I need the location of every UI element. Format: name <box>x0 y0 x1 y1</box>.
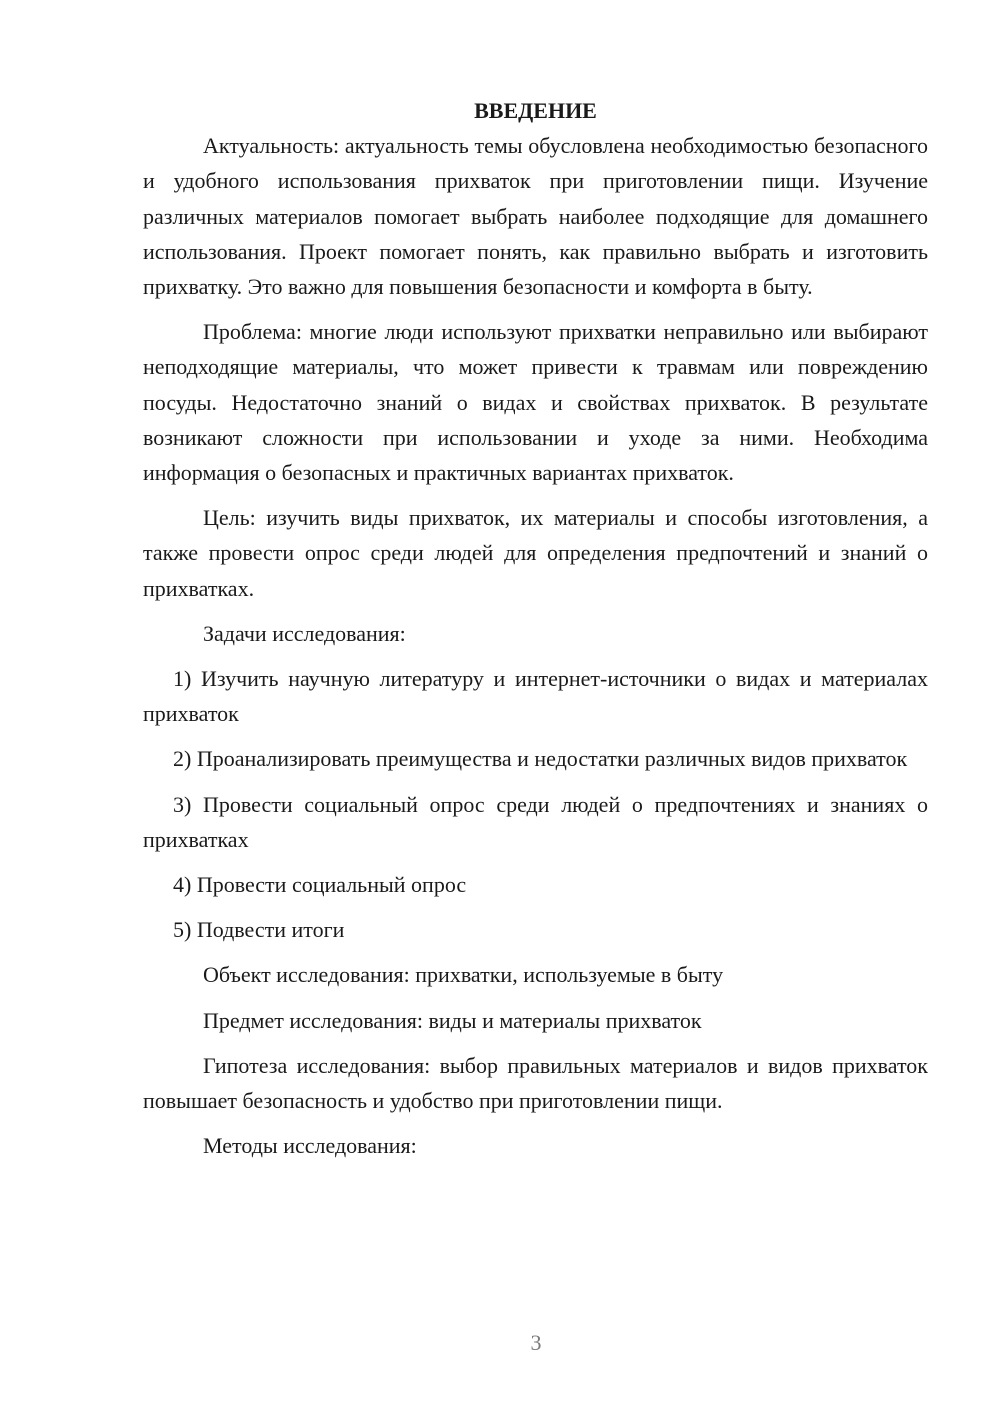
task-item-2: 2) Проанализировать преимущества и недостатки различных видов прихваток <box>173 746 908 772</box>
paragraph-object: Объект исследования: прихватки, используемые в быту <box>203 962 724 988</box>
paragraph-problem: Проблема: многие люди используют прихватки неправильно или выбирают неподходящие материалы, что может привести к травмам или повреждению посуды. Недостаточно знаний о видах и свойствах прихваток. В результате возникают сложности при использовании и уходе за ними. Необходима информация о безопасных и практичных вариантах прихваток. <box>143 319 928 486</box>
paragraph-goal: Цель: изучить виды прихваток, их материалы и способы изготовления, а также провести опрос среди людей для определения предпочтений и знаний о прихватках. <box>143 505 928 601</box>
task-item-3: 3) Провести социальный опрос среди людей о предпочтениях и знаниях о прихватках <box>143 791 928 852</box>
task-item-1: 1) Изучить научную литературу и интернет-источники о видах и материалах прихваток <box>143 666 928 727</box>
page-content <box>143 93 928 1173</box>
paragraph-methods: Методы исследования: <box>203 1133 417 1159</box>
section-heading: ВВЕДЕНИЕ <box>474 98 597 123</box>
task-item-5: 5) Подвести итоги <box>173 917 345 943</box>
task-item-4: 4) Провести социальный опрос <box>173 872 467 898</box>
paragraph-tasks-title: Задачи исследования: <box>203 620 406 646</box>
paragraph-hypothesis: Гипотеза исследования: выбор правильных материалов и видов прихваток повышает безопасность и удобство при приготовлении пищи. <box>143 1052 928 1114</box>
page-number: 3 <box>530 1330 542 1355</box>
paragraph-subject: Предмет исследования: виды и материалы прихваток <box>203 1007 702 1033</box>
paragraph-relevance: Актуальность: актуальность темы обусловлена необходимостью безопасного и удобного использования прихваток при приготовлении пищи. Изучение различных материалов помогает выбрать наиболее подходящие для домашнего использования. Проект помогает понять, как правильно выбрать и изготовить прихватку. Это важно для повышения безопасности и комфорта в быту. <box>143 133 928 300</box>
